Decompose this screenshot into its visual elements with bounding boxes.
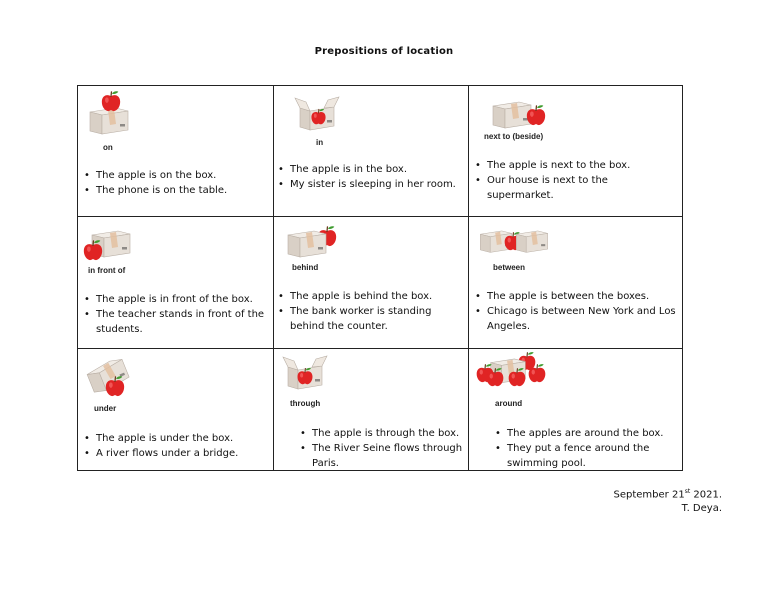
examples-next-to (473, 158, 673, 203)
apple-between-boxes-icon (477, 221, 551, 261)
list-item: • My sister is sleeping in her room. (276, 177, 461, 192)
cell-behind (274, 217, 469, 349)
cell-next-to (469, 86, 682, 217)
label-on: on (103, 143, 113, 152)
apple-behind-box-icon (284, 221, 340, 261)
cell-between (469, 217, 682, 349)
examples-on (82, 168, 227, 198)
list-item: • The apple is between the boxes. (473, 289, 678, 304)
list-item: • The apple is behind the box. (276, 289, 461, 304)
label-through: through (290, 399, 321, 408)
examples-behind (276, 289, 461, 334)
apple-in-front-of-box-icon (82, 223, 134, 265)
cell-on (78, 86, 274, 217)
list-item: • The apple is under the box. (82, 431, 270, 446)
label-in: in (316, 138, 324, 147)
list-item: • Chicago is between New York and Los Angeles. (473, 304, 678, 334)
apple-through-box-icon (282, 353, 334, 395)
list-item: • The apple is through the box. (298, 426, 464, 441)
cell-in-front-of (78, 217, 274, 349)
list-item: • The apple is in front of the box. (82, 292, 270, 307)
label-next-to: next to (beside) (484, 132, 544, 141)
apple-next-to-box-icon (489, 92, 551, 132)
signature-date: September 21st 2021. (613, 488, 722, 501)
list-item: • The River Seine flows through Paris. (298, 441, 464, 471)
signature-name: T. Deya. (681, 503, 722, 515)
list-item: • They put a fence around the swimming pool. (493, 441, 678, 471)
list-item: • Our house is next to the supermarket. (473, 173, 673, 203)
list-item: • The apple is next to the box. (473, 158, 673, 173)
apple-under-box-icon (84, 353, 134, 401)
apples-around-box-icon (475, 351, 551, 393)
label-around: around (495, 399, 523, 408)
cell-under (78, 349, 274, 470)
list-item: • The apple is on the box. (82, 168, 227, 183)
label-behind: behind (292, 263, 319, 272)
apple-on-box-icon (86, 88, 134, 136)
examples-around (493, 426, 678, 471)
cell-around (469, 349, 682, 470)
examples-in-front-of (82, 292, 270, 337)
list-item: • The apple is in the box. (276, 162, 461, 177)
label-in-front-of: in front of (88, 266, 126, 275)
examples-through (298, 426, 464, 471)
apple-in-box-icon (294, 94, 342, 136)
list-item: • A river flows under a bridge. (82, 446, 270, 461)
list-item: • The apples are around the box. (493, 426, 678, 441)
list-item: • The bank worker is standing behind the counter. (276, 304, 461, 334)
cell-in (274, 86, 469, 217)
list-item: • The teacher stands in front of the students. (82, 307, 270, 337)
label-under: under (94, 404, 117, 413)
examples-under (82, 431, 270, 461)
signature-block (614, 485, 722, 516)
label-between: between (493, 263, 526, 272)
list-item: • The phone is on the table. (82, 183, 227, 198)
examples-between (473, 289, 678, 334)
prepositions-table (77, 85, 683, 471)
page-title: Prepositions of location (314, 46, 454, 57)
examples-in (276, 162, 461, 192)
cell-through (274, 349, 469, 470)
